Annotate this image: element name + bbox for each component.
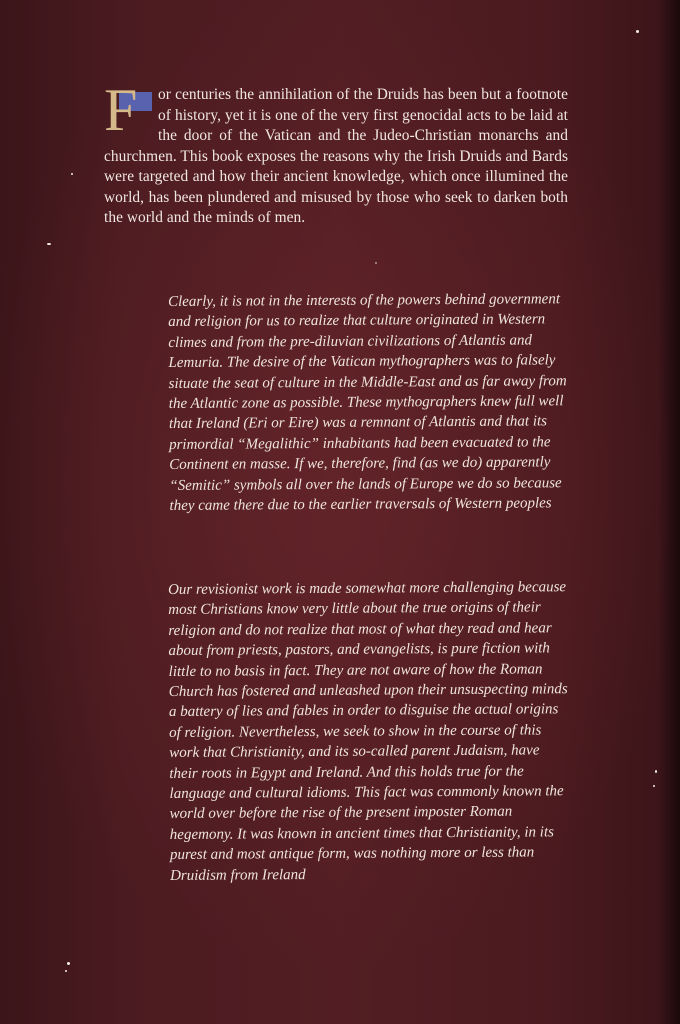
- quote-block-1: Clearly, it is not in the interests of the powers behind government and religion for us to realize that culture originated in Western climes and from the pre-diluvian civilizations of Atlantis and Lemuria. The desire of the Vatican mythographers was to falsely situate the seat of culture in the Middle-East and as far away from the Atlantic zone as possible. These mythographers knew full well that Ireland (Eri or Eire) was a remnant of Atlantis and that its primordial “Megalithic” inhabitants had been evacuated to the Continent en masse. If we, therefore, find (as we do) apparently “Semitic” symbols all over the lands of Europe we do so because they came there due to the earlier traversals of Western peoples: [168, 291, 567, 515]
- dust-speck: [653, 785, 655, 787]
- dust-speck: [655, 770, 657, 773]
- quote-block-2: Our revisionist work is made somewhat more challenging because most Christians know very little about the true origins of their religion and do not realize that most of what they read and hear about from priests, pastors, and evangelists, is pure fiction with little to no basis in fact. They are not aware of how the Roman Church has fostered and unleashed upon their unsuspecting minds a battery of lies and fables in order to disguise the actual origins of religion. Nevertheless, we seek to show in the course of this work that Christianity, and its so-called parent Judaism, have their roots in Egypt and Ireland. And this holds true for the language and cultural idioms. This fact was commonly known the world over before the rise of the present imposter Roman hegemony. It was known in ancient times that Christianity, in its purest and most antique form, was nothing more or less than Druidism from Ireland: [168, 579, 568, 884]
- intro-text: or centuries the annihilation of the Druids has been but a footnote of history, yet it is one of the very first genocidal acts to be laid at the door of the Vatican and the Judeo-Christian monarchs and churchmen. This book exposes the reasons why the Irish Druids and Bards were targeted and how their ancient knowledge, which once illumined the world, has been plundered and misused by those who seek to darken both the world and the minds of men.: [104, 86, 568, 226]
- dust-speck: [67, 962, 70, 965]
- dust-speck: [636, 30, 639, 33]
- drop-cap-letter: F: [104, 77, 138, 143]
- dust-speck: [375, 262, 377, 264]
- cover-edge-shadow: [658, 0, 680, 1024]
- dust-speck: [65, 970, 67, 972]
- dust-speck: [47, 243, 51, 245]
- drop-cap: [104, 77, 152, 143]
- dust-speck: [71, 173, 73, 175]
- intro-paragraph: [104, 77, 568, 229]
